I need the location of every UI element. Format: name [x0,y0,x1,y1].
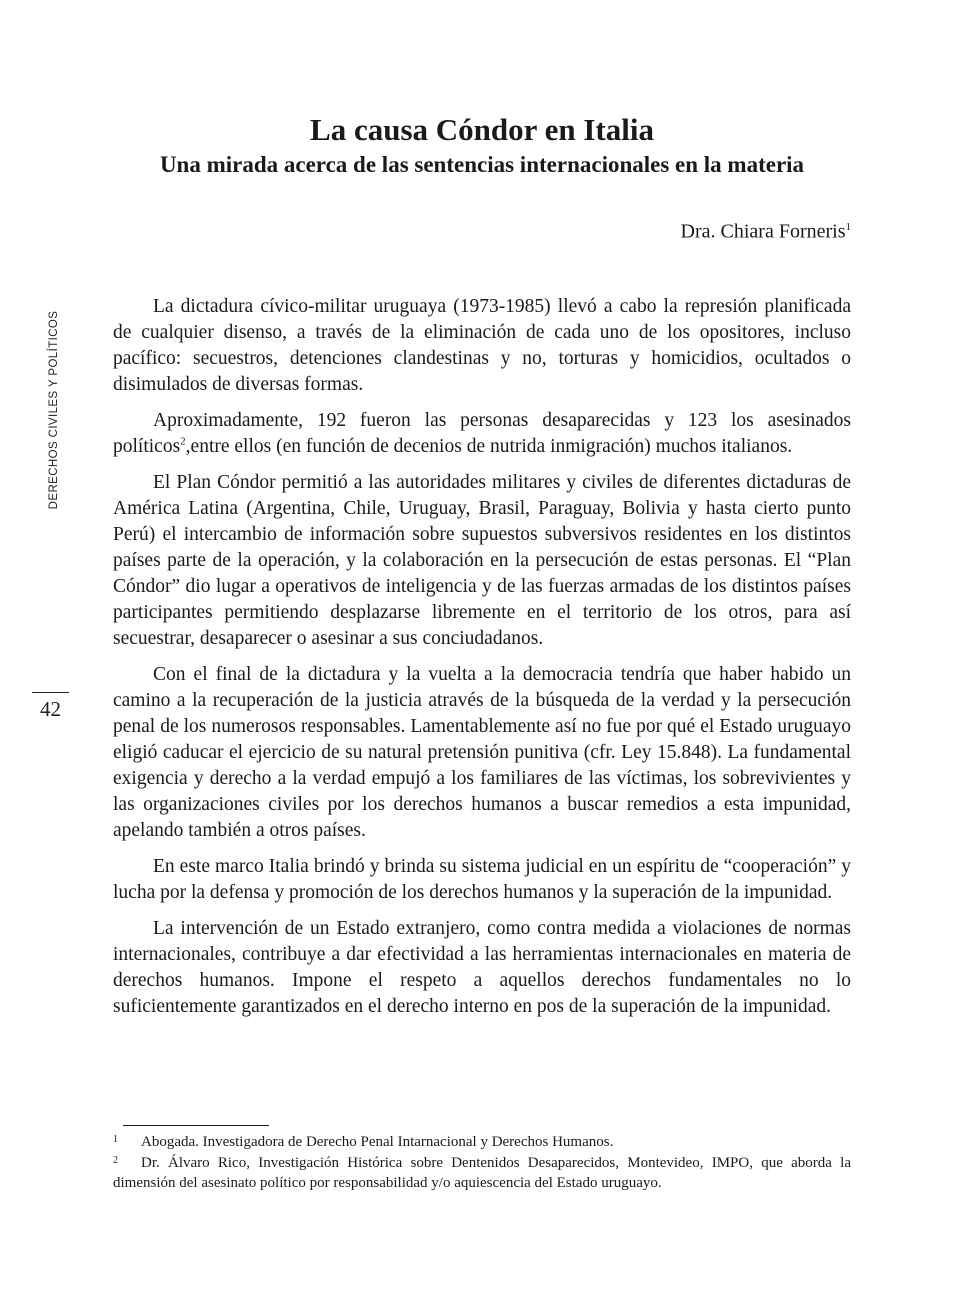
author-line [681,212,851,247]
page-number: 42 [40,697,61,721]
running-head-text: DERECHOS CIVILES Y POLÍTICOS [48,310,60,510]
footnote-1 [113,1132,851,1153]
footnotes [113,1132,851,1194]
footnote-text-2: Dr. Álvaro Rico, Investigación Histórica sobre Dentenidos Desaparecidos, Montevideo, IMPO, que aborda la dimensión del asesinato político por responsabilidad y/o aquiescencia del Estado uruguayo. [113,1154,851,1191]
author-name: Dra. Chiara Forneris [680,220,846,243]
page-number-rule [32,692,69,693]
paragraph-2 [113,408,851,460]
footnote-ref-1[interactable]: 1 [845,221,851,233]
article-body [113,294,851,1030]
footnote-mark-2: 2 [113,1154,118,1166]
paragraph-5: En este marco Italia brindó y brinda su sistema judicial en un espíritu de “cooperación” y lucha por la defensa y promoción de los derechos humanos y la superación de la impunidad. [113,856,851,903]
paragraph-2-text-b: ,entre ellos (en función de decenios de nutrida inmigración) muchos italianos. [185,436,793,457]
footnote-ref-2[interactable]: 2 [180,435,186,448]
article-title: La causa Cóndor en Italia [310,112,654,147]
footnote-separator [123,1125,269,1126]
footnote-2 [113,1153,851,1194]
article-subtitle: Una mirada acerca de las sentencias internacionales en la materia [159,152,805,177]
footnote-text-1: Abogada. Investigadora de Derecho Penal Intarnacional y Derechos Humanos. [141,1134,614,1150]
paragraph-4: Con el final de la dictadura y la vuelta a la democracia tendría que haber habido un camino a la recuperación de la justicia através de la búsqueda de la verdad y la persecución penal de los numerosos responsables. Lamentablemente así no fue por qué el Estado uruguayo eligió caducar el ejercicio de su natural pretensión punitiva (cfr. Ley 15.848). La fundamental exigencia y derecho a la verdad empujó a los familiares de las víctimas, los sobrevivientes y las organizaciones civiles por los derechos humanos a buscar remedios a esta impunidad, apelando también a otros países. [113,664,851,841]
paragraph-1: La dictadura cívico-militar uruguaya (1973-1985) llevó a cabo la represión planificada de cualquier disenso, a través de la eliminación de cada uno de los opositores, incluso pacífico: secuestros, detenciones clandestinas y no, torturas y homicidios, ocultados o disimulados de diversas formas. [113,296,851,395]
paragraph-3: El Plan Cóndor permitió a las autoridades militares y civiles de diferentes dictaduras de América Latina (Argentina, Chile, Uruguay, Brasil, Paraguay, Bolivia y hasta cierto punto Perú) el intercambio de información sobre supuestos subversivos residentes en los distintos países parte de la operación, y la colaboración en la persecución de estas personas. El “Plan Cóndor” dio lugar a operativos de inteligencia y de las fuerzas armadas de los distintos países participantes permitiendo desplazarse libremente en el territorio de los otros, para así secuestrar, desaparecer o asesinar a sus conciudadanos. [113,472,851,649]
paragraph-6: La intervención de un Estado extranjero, como contra medida a violaciones de normas internacionales, contribuye a dar efectividad a las herramientas internacionales en materia de derechos humanos. Impone el respeto a aquellos derechos fundamentales no lo suficientemente garantizados en el derecho interno en pos de la superación de la impunidad. [113,918,851,1017]
paragraph-2-text-a: Aproximadamente, 192 fueron las personas desaparecidas y 123 los asesinados políticos [113,410,851,457]
running-head [47,310,61,510]
footnote-mark-1: 1 [113,1134,118,1145]
